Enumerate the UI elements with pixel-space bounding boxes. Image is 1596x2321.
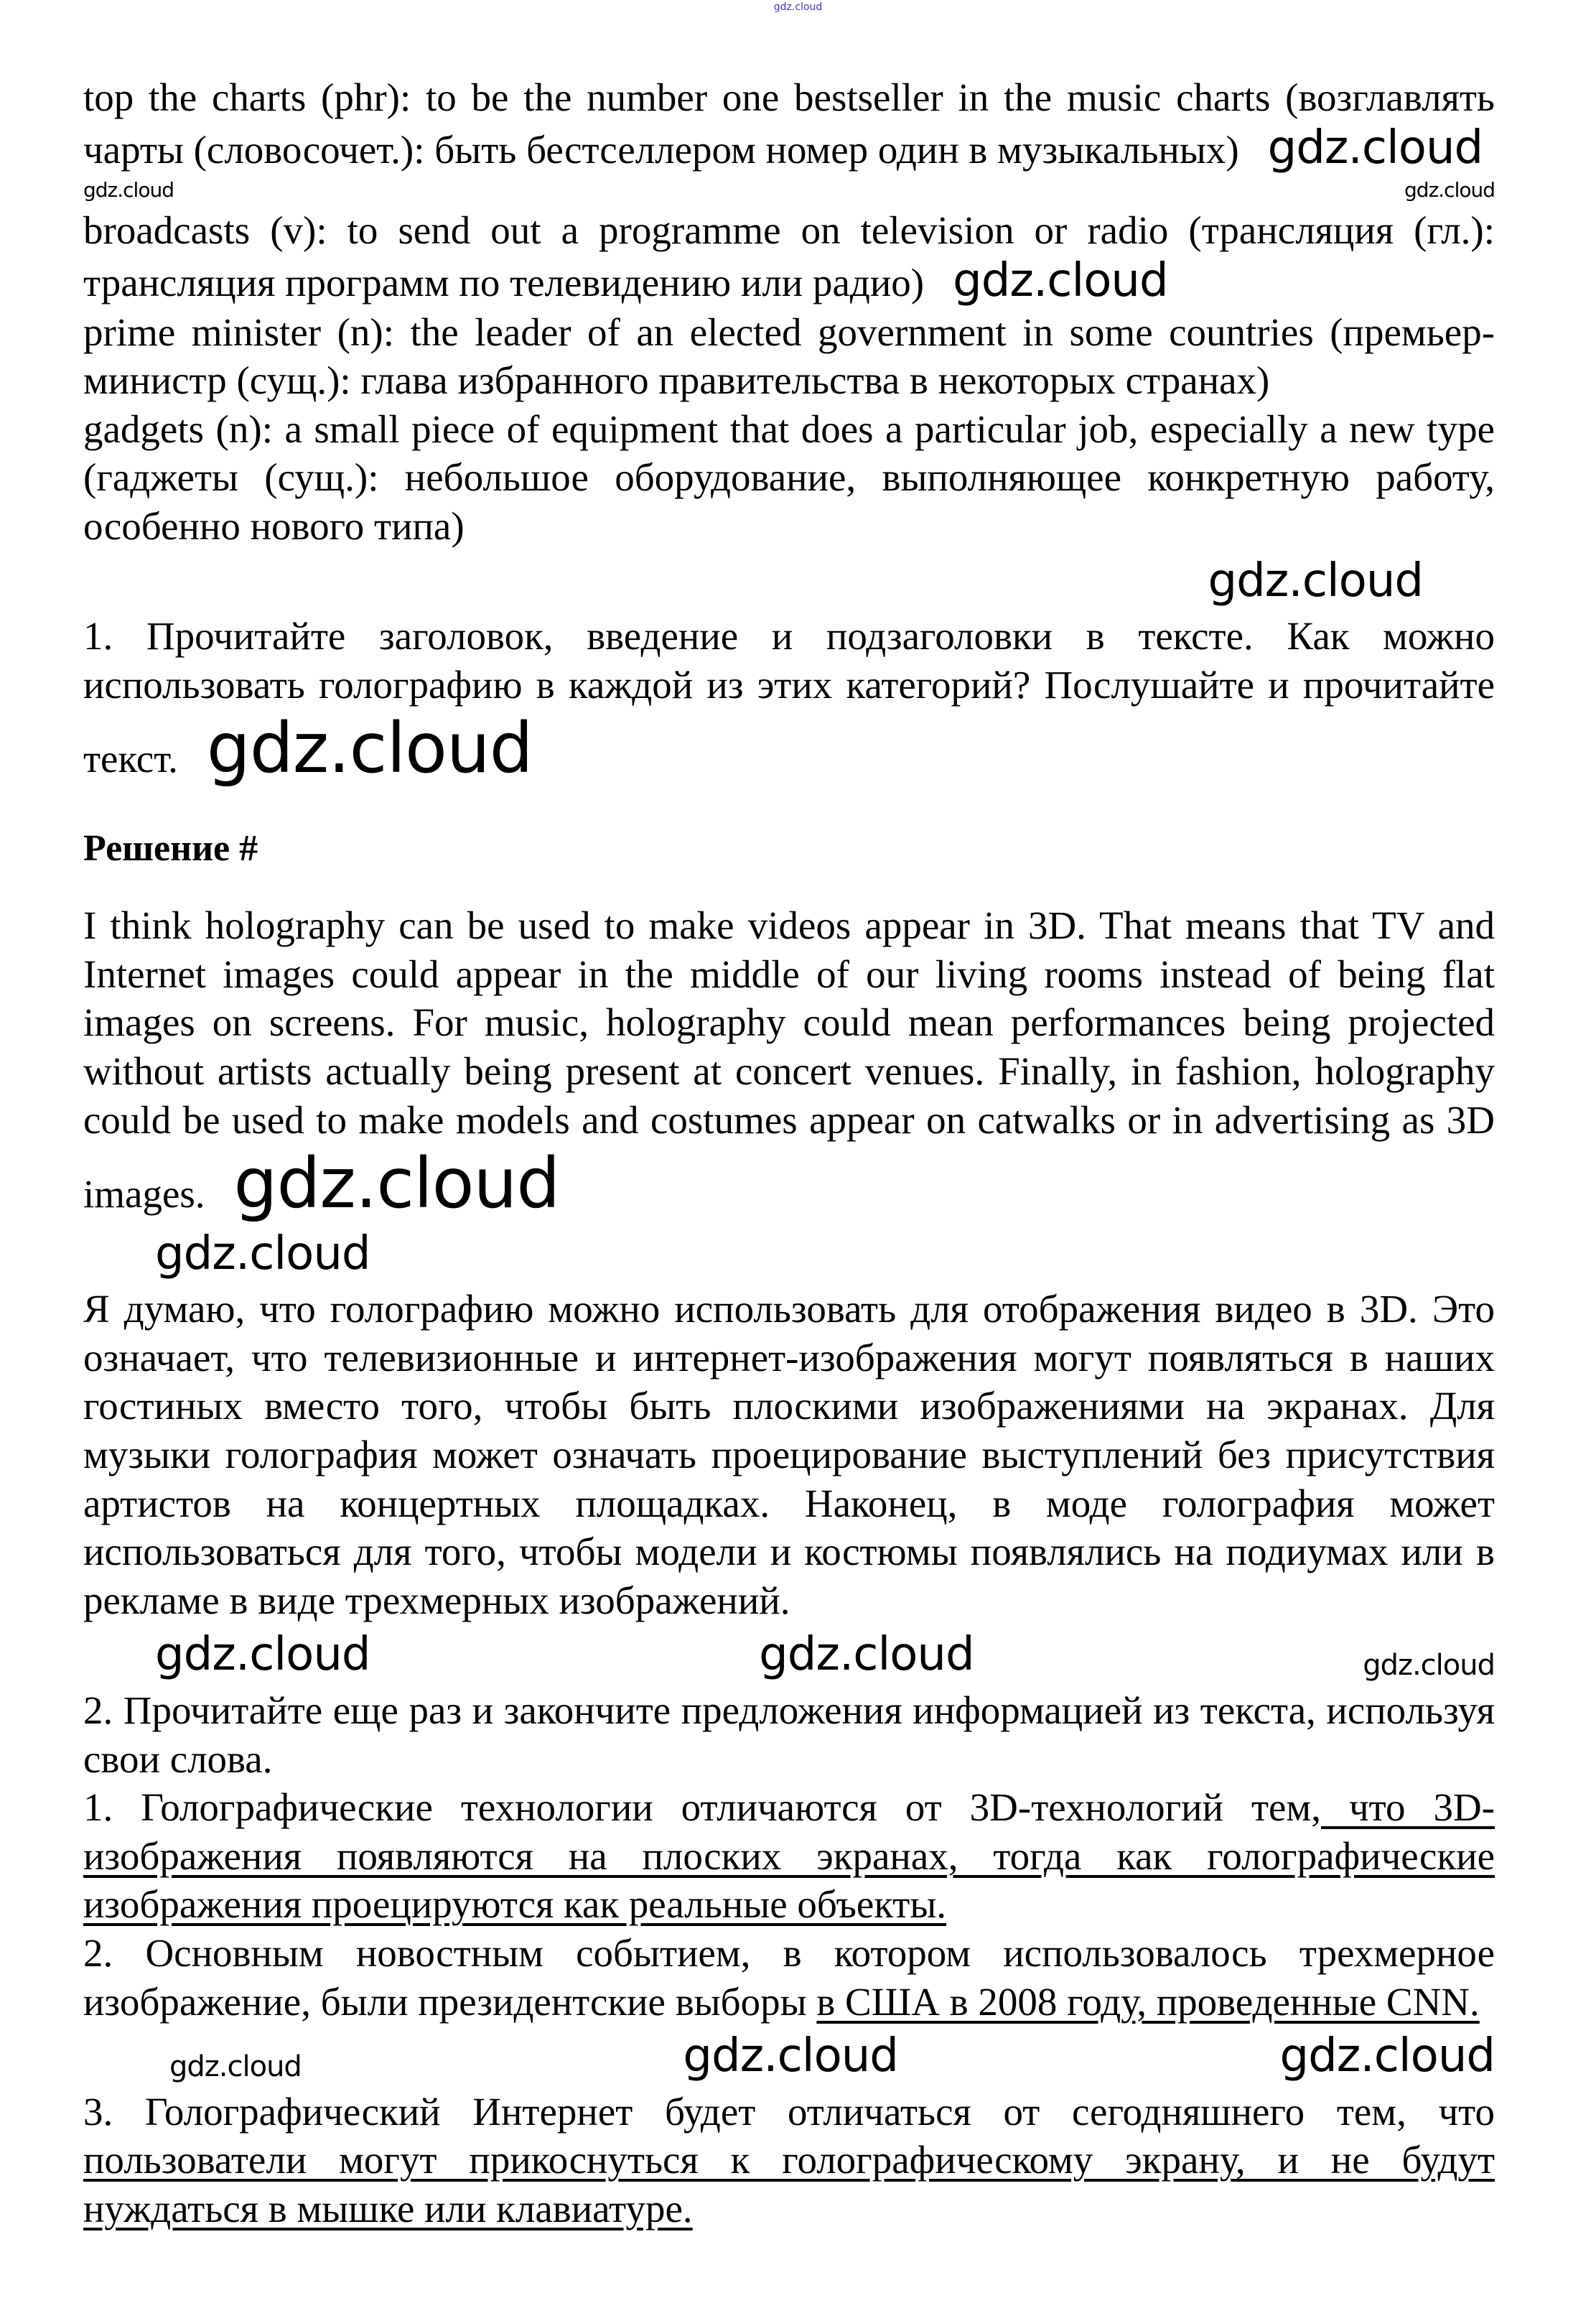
vocab-term: broadcasts [83,208,251,253]
task-2-item-prompt: 3. Голографический Интернет будет отличаться от сегодняшнего тем, что [83,2089,1495,2134]
vocab-entry [83,308,1495,405]
watermark: gdz.cloud [1267,121,1483,175]
vocab-pos: (phr) [321,75,400,119]
vocab-entry [83,206,1495,307]
vocab-term: top the charts [83,75,307,119]
watermark: gdz.cloud [1404,178,1495,203]
vocab-definition: : a small piece of equipment that does a particular job, especially a new type (гаджеты (сущ.): небольшое оборудование, выполняющее конкретную работу, особенно нового типа) [83,406,1495,548]
watermark-row [83,1228,1495,1281]
vocab-entry [83,405,1495,551]
vocab-definition: : to send out a programme on television or radio (трансляция (гл.): трансляция программ по телевидению или радио) [83,208,1495,304]
watermark: gdz.cloud [1208,554,1423,608]
task-2-item [83,2088,1495,2233]
solution-russian: Я думаю, что голографию можно использовать для отображения видео в 3D. Это означает, что телевизионные и интернет-изображения могут появляться в наших гостиных вместо того, чтобы быть плоскими изображениями на экранах. Для музыки голография может означать проецирование выступлений без присутствия артистов на концертных площадках. Наконец, в моде голография может использоваться для того, чтобы модели и костюмы появлялись на подиумах или в рекламе в виде трехмерных изображений. [83,1287,1495,1622]
watermark: gdz.cloud [155,1628,370,1682]
watermark: gdz.cloud [83,178,174,203]
watermark: gdz.cloud [953,254,1168,307]
vocab-term: gadgets [83,406,205,451]
watermark: gdz.cloud [169,2050,302,2083]
solution-heading: Решение # [83,827,258,869]
task-2-item-answer: что 3D-изображения появляются на плоских экранах, тогда как голографические изображения проецируются как реальные объекты. [83,1785,1495,1927]
watermark: gdz.cloud [1279,2029,1495,2083]
watermark: gdz.cloud [155,1227,370,1280]
watermark: gdz.cloud [233,1143,560,1224]
vocab-term: prime minister [83,310,322,354]
watermark-row [83,2030,1495,2083]
vocab-pos: (n) [215,406,262,451]
task-2-item [83,1929,1495,2026]
watermark-row [83,1629,1495,1682]
vocab-pos: (n) [337,310,383,354]
task-2-item-prompt: 2. Основным новостным событием, в котором использовалось трехмерное изображение, были президентские выборы [83,1930,1495,2024]
watermark: gdz.cloud [759,1628,974,1682]
task-2-item [83,1783,1495,1929]
watermark-row [83,555,1495,608]
vocab-entry [83,73,1495,175]
solution-english [83,901,1495,1223]
task-1-instructions [83,612,1495,789]
watermark: gdz.cloud [683,2029,898,2083]
watermark: gdz.cloud [206,708,533,789]
task-1-instructions-text: 1. Прочитайте заголовок, введение и подзаголовки в тексте. Как можно использовать голографию в каждой из этих категорий? Послушайте и прочитайте текст. [83,614,1495,781]
task-2-item-answer: пользователи могут прикоснуться к голографическому экрану, и не будут нуждаться в мышке или клавиатуре. [83,2138,1495,2231]
solution-english-text: I think holography can be used to make videos appear in 3D. That means that TV and Internet images could appear in the middle of our living rooms instead of being flat images on screens. For music, holography could mean performances being projected without artists actually being present at concert venues. Finally, in fashion, holography could be used to make models and costumes appear on catwalks or in advertising as 3D images. [83,903,1495,1217]
watermark: gdz.cloud [1363,1649,1495,1682]
task-2-item-answer: в США в 2008 году, проведенные CNN. [816,1979,1480,2024]
vocab-definition: : to be the number one bestseller in the music charts (возглавлять чарты (словосочет.): быть бестселлером номер один в музыкальных) [83,75,1495,172]
vocab-pos: (v) [270,208,317,253]
task-2-instructions: 2. Прочитайте еще раз и закончите предложения информацией из текста, используя свои слова. [83,1688,1495,1781]
watermark-row [83,179,1495,202]
task-2-item-prompt: 1. Голографические технологии отличаются от 3D-технологий тем, [83,1785,1321,1830]
site-logo: gdz.cloud [773,1,823,13]
vocab-definition: : the leader of an elected government in some countries (премьер-министр (сущ.): глава избранного правительства в некоторых странах) [83,310,1495,403]
document-body [83,30,1495,2291]
